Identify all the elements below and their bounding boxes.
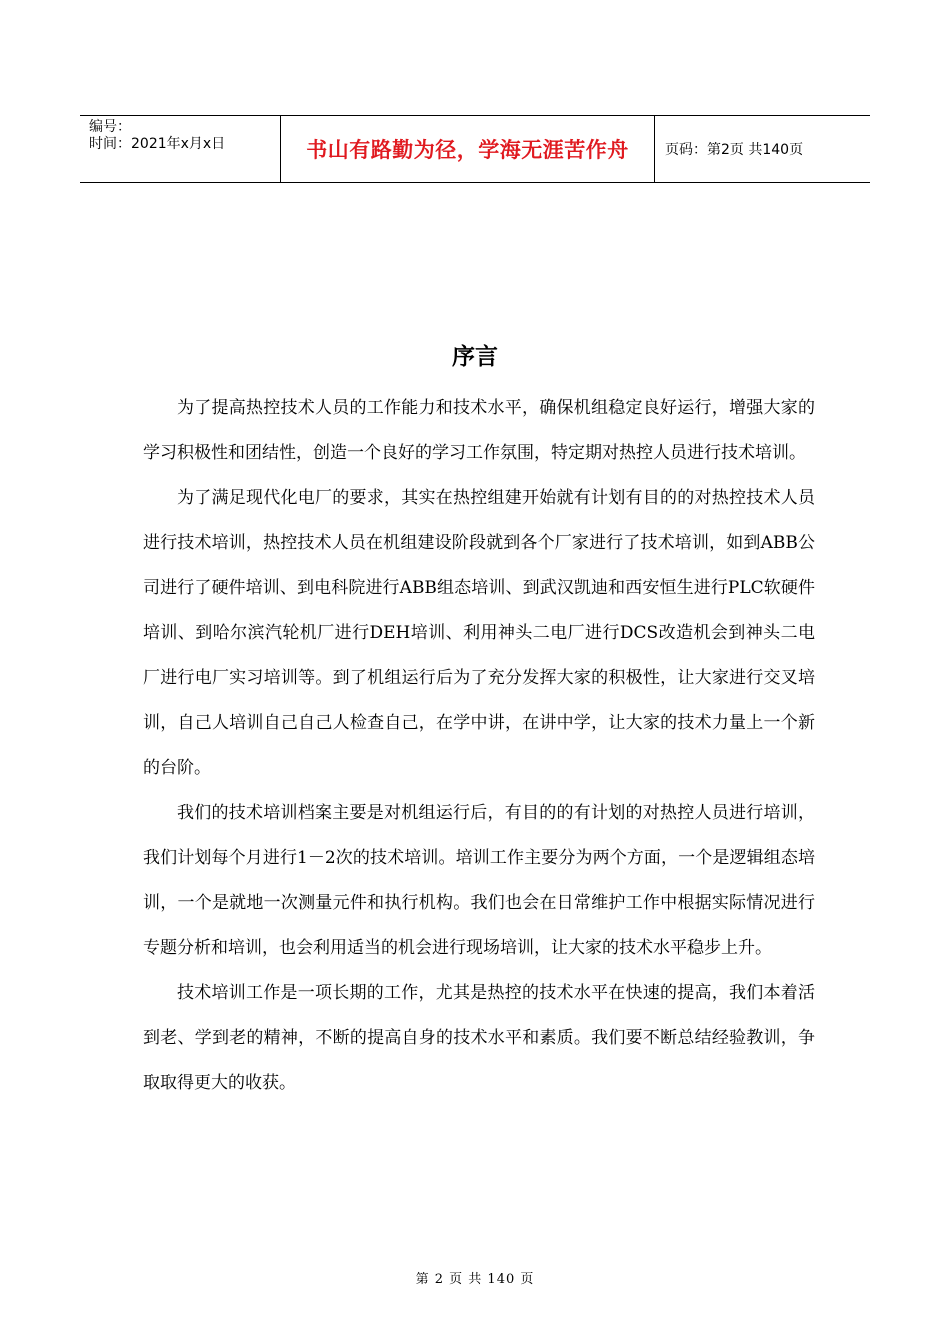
paragraph: 为了提高热控技术人员的工作能力和技术水平，确保机组稳定良好运行，增强大家的学习积极性和团结性，创造一个良好的学习工作氛围，特定期对热控人员进行技术培训。 <box>143 398 815 463</box>
page-header <box>80 115 870 183</box>
header-info-cell <box>80 116 281 182</box>
document-title: 序言 <box>452 344 498 370</box>
page-info: 页码：第2页 共140页 <box>665 142 804 158</box>
document-body <box>143 386 815 1106</box>
page-footer: 第 2 页 共 140 页 <box>415 1272 535 1287</box>
paragraph: 我们的技术培训档案主要是对机组运行后，有目的的有计划的对热控人员进行培训，我们计划每个月进行1－2次的技术培训。培训工作主要分为两个方面，一个是逻辑组态培训，一个是就地一次测量元件和执行机构。我们也会在日常维护工作中根据实际情况进行专题分析和培训，也会利用适当的机会进行现场培训，让大家的技术水平稳步上升。 <box>143 803 815 958</box>
motto-text: 书山有路勤为径，学海无涯苦作舟 <box>306 138 629 162</box>
paragraph: 为了满足现代化电厂的要求，其实在热控组建开始就有计划有目的的对热控技术人员进行技术培训，热控技术人员在机组建设阶段就到各个厂家进行了技术培训，如到ABB公司进行了硬件培训、到电科院进行ABB组态培训、到武汉凯迪和西安恒生进行PLC软硬件培训、到哈尔滨汽轮机厂进行DEH培训、利用神头二电厂进行DCS改造机会到神头二电厂进行电厂实习培训等。到了机组运行后为了充分发挥大家的积极性，让大家进行交叉培训，自己人培训自己自己人检查自己，在学中讲，在讲中学，让大家的技术力量上一个新的台阶。 <box>143 488 815 778</box>
code-label: 编号： <box>89 119 131 135</box>
paragraph: 技术培训工作是一项长期的工作，尤其是热控的技术水平在快速的提高，我们本着活到老、学到老的精神，不断的提高自身的技术水平和素质。我们要不断总结经验教训，争取取得更大的收获。 <box>143 983 815 1093</box>
date-label: 时间：2021年x月x日 <box>89 136 226 152</box>
header-motto-cell <box>281 116 655 182</box>
header-page-cell <box>655 116 870 182</box>
